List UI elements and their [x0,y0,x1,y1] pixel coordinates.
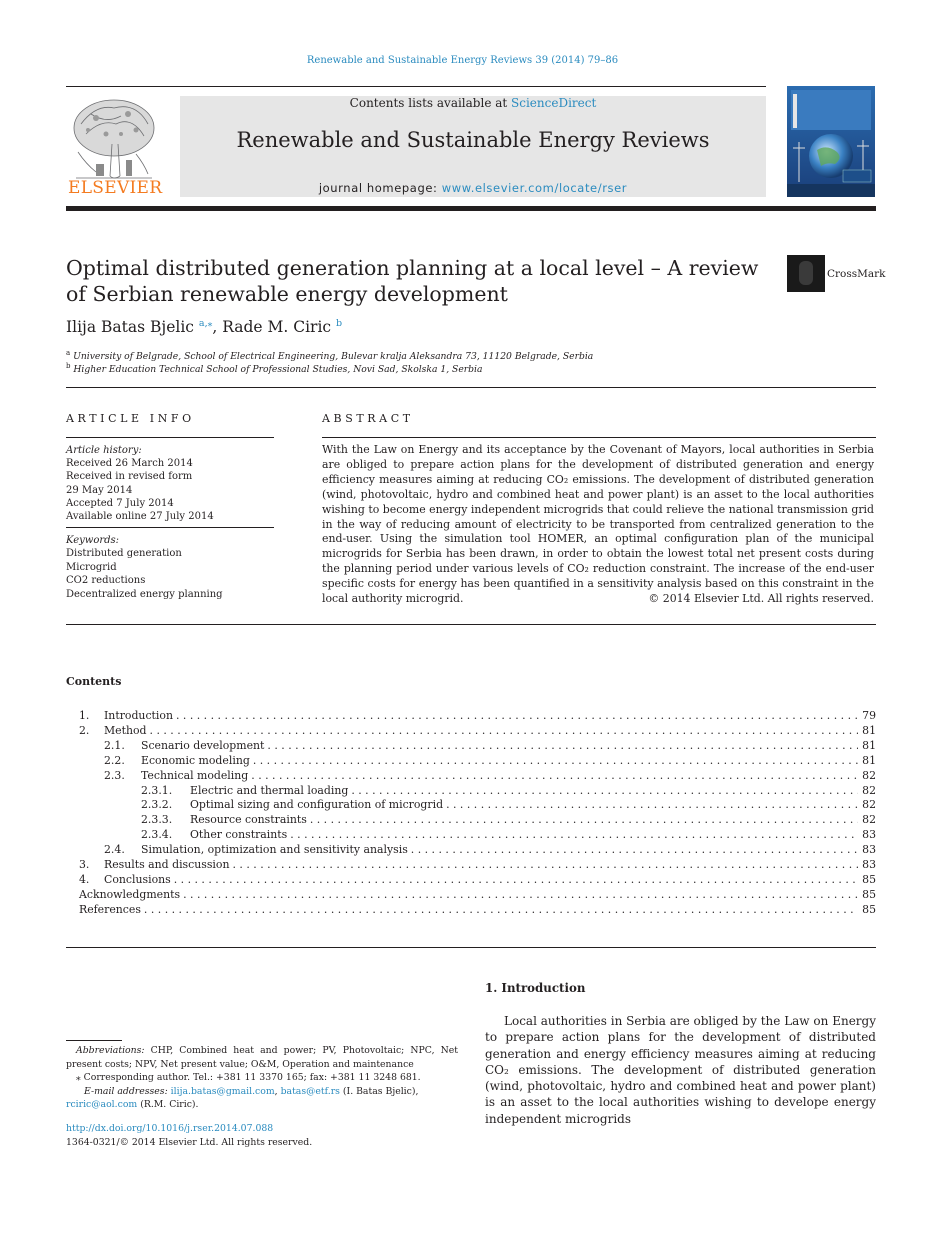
toc-leader [351,783,858,798]
toc-page-number: 82 [862,798,876,812]
toc-number: 2. [79,723,90,737]
toc-leader [176,708,858,723]
toc-page-number: 83 [862,843,876,857]
toc-number: 2.3. [104,768,125,782]
toc-label: Technical modeling [141,768,249,782]
section-rule [66,624,876,625]
history-label: Article history: [66,445,142,456]
corresponding-author: ⁎ Corresponding author. Tel.: +381 11 3370 165; fax: +381 11 3248 681. [76,1072,421,1083]
toc-leader [150,723,859,738]
toc-number: 2.2. [104,753,125,767]
author-separator: , [212,318,223,337]
toc-entry[interactable] [104,768,876,783]
toc-entry[interactable] [141,797,876,812]
toc-entry[interactable] [104,753,876,768]
keyword: Distributed generation [66,548,182,560]
toc-number: 2.3.1. [141,783,173,797]
sciencedirect-link[interactable]: ScienceDirect [511,96,597,110]
introduction-heading: 1. Introduction [485,981,586,995]
homepage-link[interactable]: www.elsevier.com/locate/rser [441,181,628,195]
section-rule [66,947,876,948]
toc-label: Scenario development [141,738,265,752]
email-footnote: E-mail addresses: ilija.batas@gmail.com, batas@etf.rs (I. Batas Bjelic), rciric@aol.com (R.M. Ciric). [66,1085,419,1110]
toc-label: Introduction [104,709,173,722]
article-title: Optimal distributed generation planning at a local level – A review of Serbian renewable energy development [66,256,759,306]
footnote-rule [66,1040,122,1041]
toc-entry[interactable] [141,827,876,842]
keywords [66,534,223,601]
abbreviations-footnote [66,1044,458,1071]
abstract-rule [322,437,876,438]
toc-number: 1. [79,709,90,722]
toc-entry[interactable] [141,812,876,827]
toc-page-number: 83 [862,858,876,871]
running-head[interactable]: Renewable and Sustainable Energy Reviews 39 (2014) 79–86 [306,55,619,66]
email-owner: (R.M. Ciric). [137,1099,199,1110]
article-info-heading: ARTICLE INFO [66,412,195,425]
toc-label: Optimal sizing and configuration of microgrid [190,798,444,812]
affiliation [66,362,482,375]
header-thick-rule [66,206,876,211]
toc-leader [290,827,858,842]
email-link[interactable]: batas@etf.rs [280,1085,340,1097]
introduction-text: Local authorities in Serbia are obliged by the Law on Energy to prepare action plans for the development of distributed generation and energy efficiency measures aiming at reducing CO₂ emissions. The development of distributed generation (wind, photovoltaic, hydro and combined heat and power plant) is an asset to the local authorities wishing to develope energy independent microgrids [485,1014,876,1126]
toc-leader [411,842,858,857]
toc-entry[interactable] [79,723,876,738]
toc-number: 2.3.2. [141,798,173,812]
header-rule [66,86,766,87]
abbreviations-label: Abbreviations: [76,1045,145,1056]
crossmark-label: CrossMark [827,267,886,280]
toc-entry[interactable] [79,902,876,917]
article-info-rule [66,437,274,438]
email-link[interactable]: ilija.batas@gmail.com [170,1085,275,1097]
journal-title: Renewable and Sustainable Energy Reviews [236,128,710,152]
toc-entry[interactable] [141,783,876,798]
toc-leader [251,768,858,783]
toc-entry[interactable] [104,738,876,753]
toc-number: 4. [79,872,90,886]
toc-page-number: 82 [862,783,876,797]
publisher-name: ELSEVIER [68,178,163,198]
affiliation-marker: b [66,362,71,370]
toc-leader [174,872,858,887]
toc-leader [183,887,858,902]
affiliation-text: University of Belgrade, School of Electrical Engineering, Bulevar kralja Aleksandra 73, 11120 Belgrade, Serbia [73,351,594,363]
toc-leader [446,797,858,812]
contents-heading: Contents [66,675,122,688]
email-link[interactable]: rciric@aol.com [66,1099,138,1110]
footnotes [66,1044,458,1112]
contents-availability [180,96,766,110]
toc-entry[interactable] [104,842,876,857]
crossmark-icon [787,255,825,292]
abstract-heading: ABSTRACT [322,412,414,425]
journal-cover[interactable] [787,86,875,197]
abstract-copyright: © 2014 Elsevier Ltd. All rights reserved. [648,592,874,605]
author-list [66,318,342,336]
toc-number: 3. [79,858,90,871]
cover-globe-icon [787,86,875,197]
doi-link[interactable]: http://dx.doi.org/10.1016/j.rser.2014.07.088 [66,1123,274,1134]
toc-entry[interactable] [79,887,876,902]
author-affiliation-marker[interactable]: b [336,318,343,329]
email-label: E-mail addresses: [84,1085,168,1097]
toc-page-number: 85 [862,872,876,886]
toc-label: Method [104,723,147,737]
keyword: Decentralized energy planning [66,588,223,600]
section-rule [66,387,876,388]
toc-entry[interactable] [79,857,876,872]
toc-leader [253,753,858,768]
toc-number: 2.1. [104,738,125,752]
toc-entry[interactable] [79,708,876,723]
contents-prefix: Contents lists available at [349,96,512,110]
toc-label: Acknowledgments [79,887,181,901]
toc-label: Other constraints [190,828,288,842]
toc-leader [267,738,858,753]
toc-leader [310,812,858,827]
toc-label: Results and discussion [104,858,230,871]
toc-label: Electric and thermal loading [190,783,349,797]
keyword: Microgrid [66,561,117,573]
history-item: Received in revised form [66,471,193,483]
toc-page-number: 85 [862,902,876,916]
toc-label: Resource constraints [190,813,307,827]
toc-page-number: 81 [862,753,876,767]
toc-number: 2.3.4. [141,828,173,842]
article-history [66,444,214,523]
affiliation-marker: a [66,349,71,357]
abbreviations-text: CHP, Combined heat and power; PV, Photovoltaic; NPC, Net present costs; NPV, Net present value; O&M, Operation and maintenance [66,1045,458,1070]
toc-number: 2.3.3. [141,813,173,827]
history-item: 29 May 2014 [66,484,133,496]
crossmark-badge[interactable] [787,255,886,292]
keyword: CO2 reductions [66,575,146,587]
toc-label: Conclusions [104,872,171,886]
history-item: Received 26 March 2014 [66,458,193,470]
toc-page-number: 82 [862,813,876,827]
toc-page-number: 81 [862,723,876,737]
abstract-text: With the Law on Energy and its acceptance by the Covenant of Mayors, local authorities in Serbia are obliged to prepare action plans for the development of distributed generation and energy efficiency measures aiming at reducing CO₂ emissions. The development of distributed generation (wind, photovoltaic, hydro and combined heat and power plant) is an asset to the local authorities wishing to become energy independent microgrids that could relieve the national transmission grid in the way of reducing amount of electricity to be transported from centralized generation to the end-user. Using the simulation tool HOMER, an optimal configuration plan of the municipal microgrids for Serbia has been drawn, in order to obtain the lowest total net present costs during the planning period under various levels of CO₂ reduction constraint. The increase of the end-user specific costs for energy has been quantified in a sensitivity analysis based on this constraint in the local authority microgrid. [322,443,874,606]
toc-page-number: 85 [862,887,876,901]
author-name: Ilija Batas Bjelic [66,318,194,337]
homepage-prefix: journal homepage: [318,181,442,195]
toc-leader [233,857,859,872]
affiliation [66,349,593,362]
affiliation-text: Higher Education Technical School of Professional Studies, Novi Sad, Skolska 1, Serbia [73,364,483,376]
toc-page-number: 83 [862,828,876,842]
toc-page-number: 81 [862,738,876,752]
keywords-rule [66,527,274,528]
elsevier-logo[interactable] [66,94,162,198]
toc-label: Simulation, optimization and sensitivity analysis [141,843,408,857]
toc-label: References [79,902,141,916]
issn-copyright: 1364-0321/© 2014 Elsevier Ltd. All rights reserved. [66,1137,313,1148]
toc-leader [144,902,858,917]
author-name: Rade M. Ciric [222,318,332,337]
email-owner: (I. Batas Bjelic), [339,1085,419,1097]
toc-page-number: 82 [862,768,876,782]
toc-number: 2.4. [104,843,125,857]
history-item: Available online 27 July 2014 [66,511,214,523]
toc-page-number: 79 [862,709,876,722]
author-affiliation-marker[interactable]: a,⁎ [198,318,213,329]
journal-homepage [180,181,766,195]
history-item: Accepted 7 July 2014 [66,497,174,509]
toc-label: Economic modeling [141,753,250,767]
keywords-label: Keywords: [66,535,120,546]
toc-entry[interactable] [79,872,876,887]
